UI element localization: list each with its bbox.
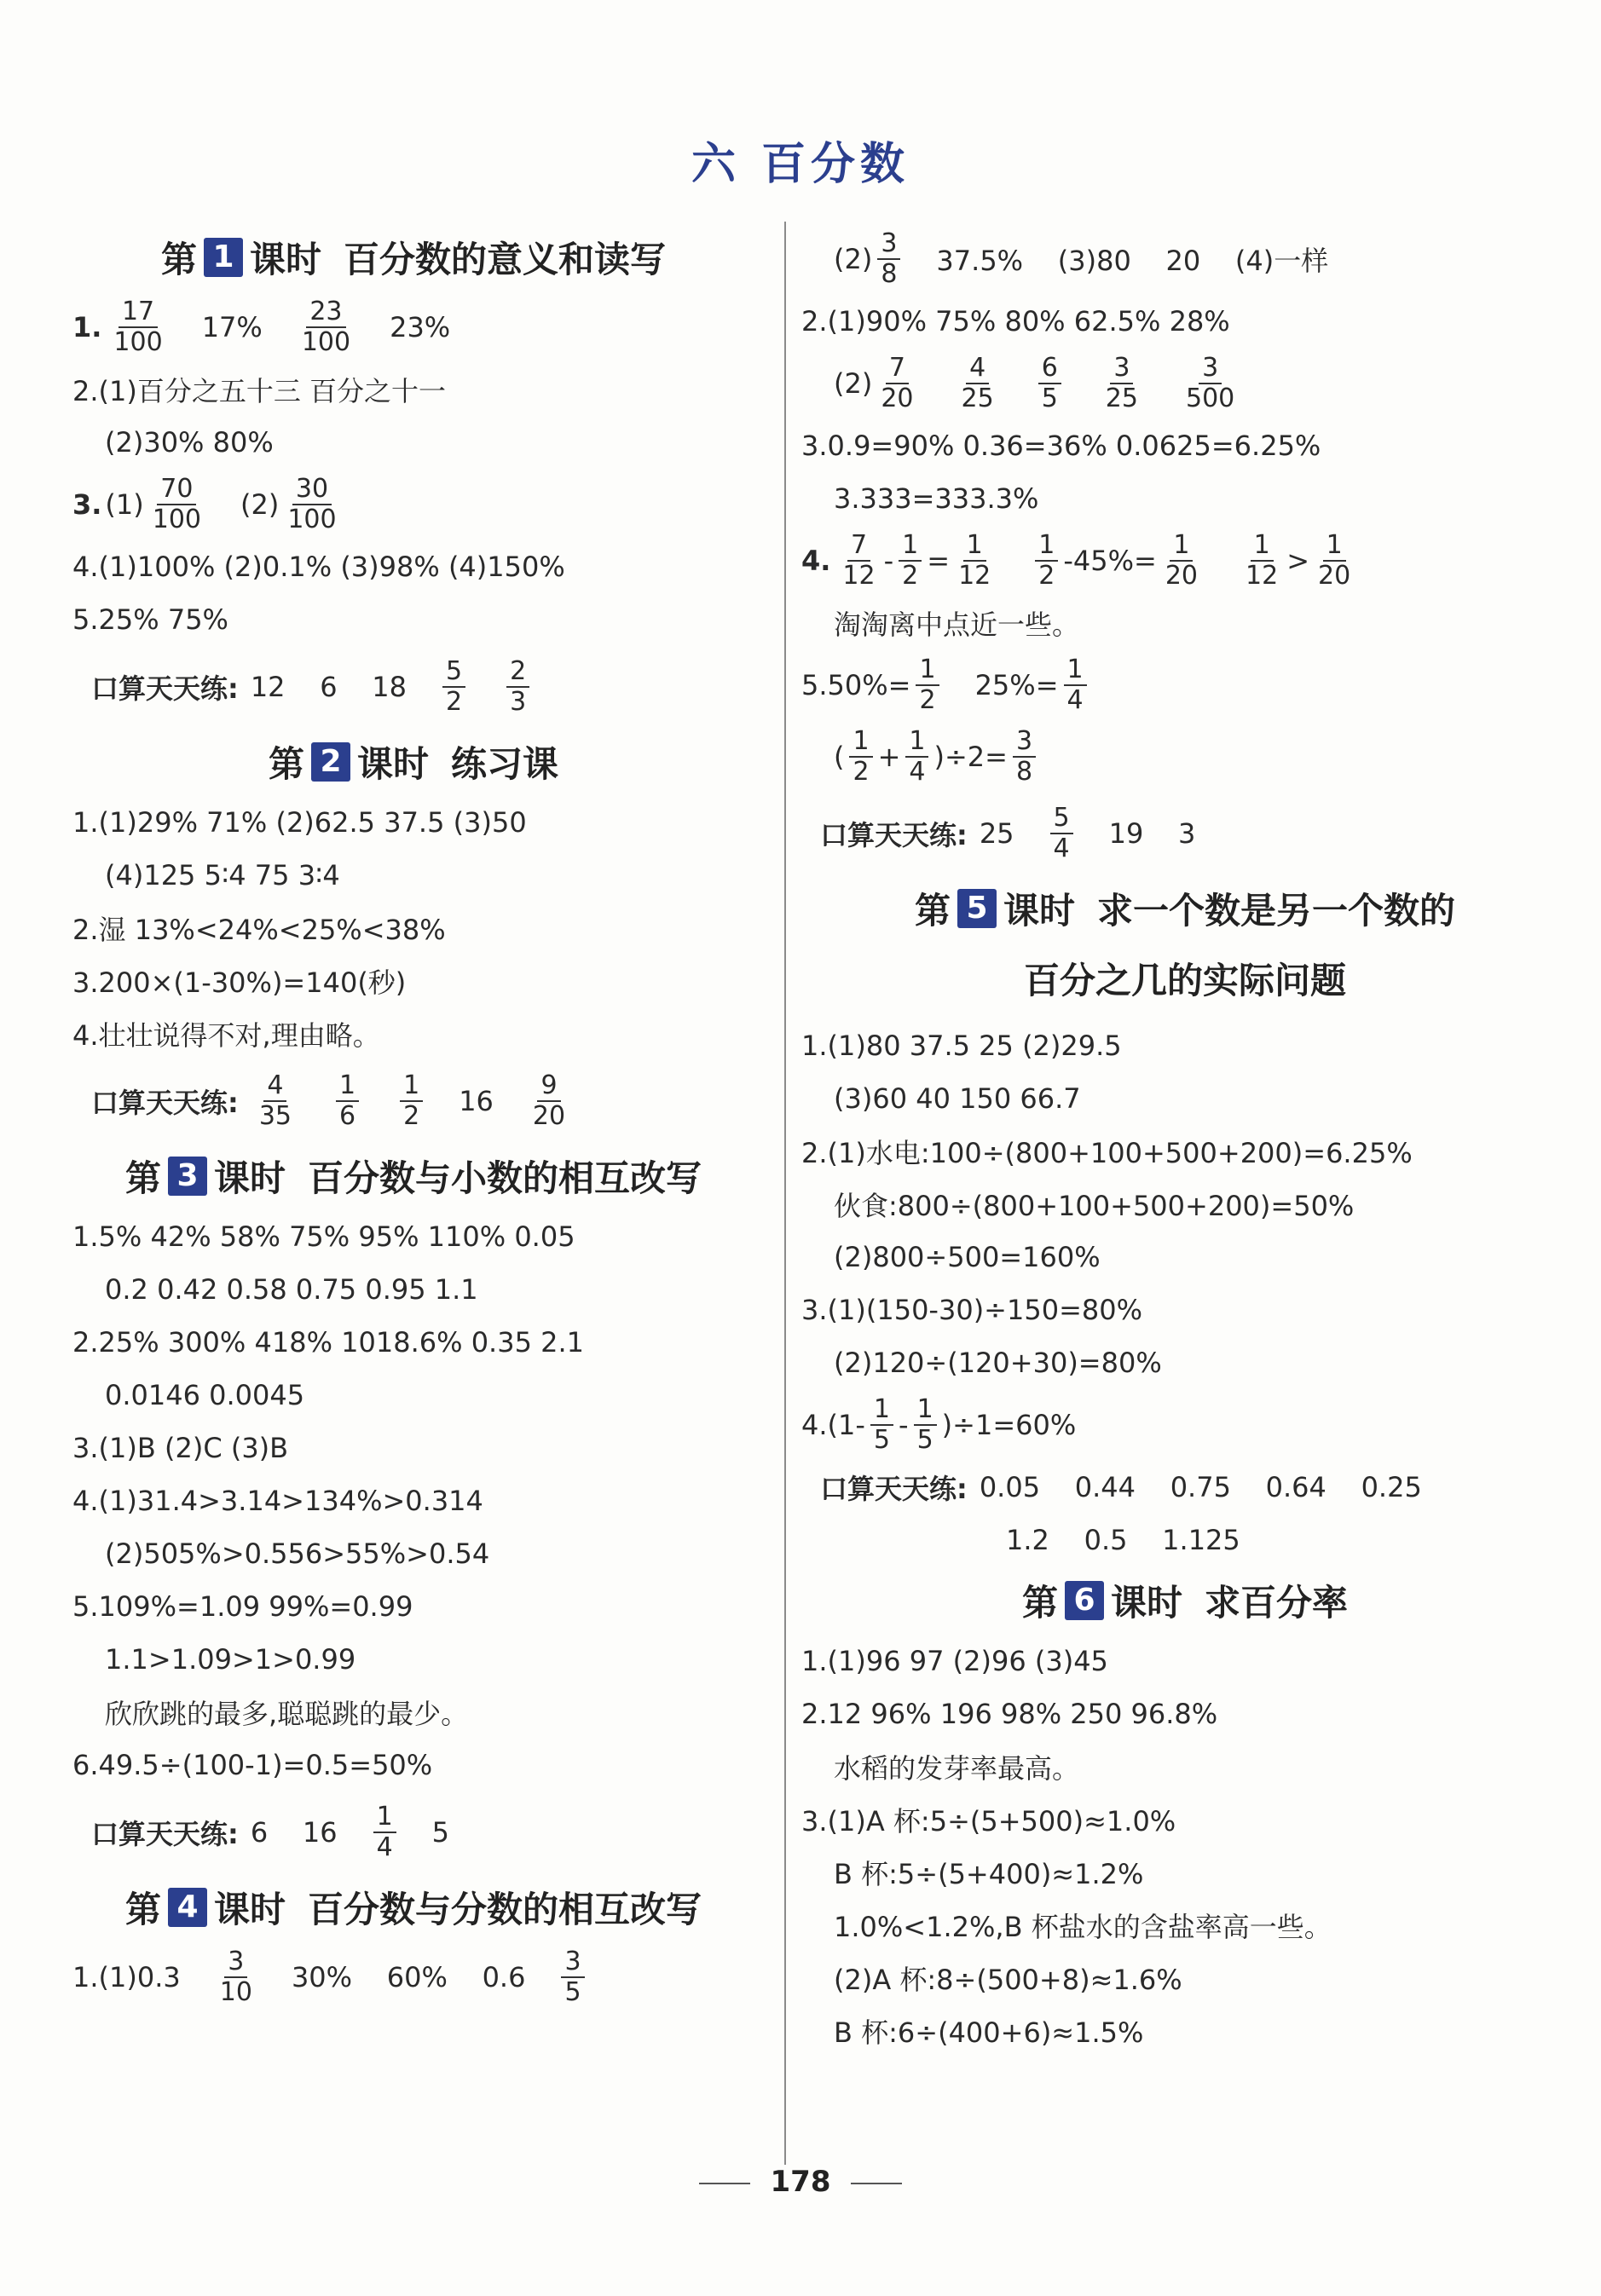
- answer-line: 2.(1)百分之五十三 百分之十一: [72, 375, 447, 407]
- answer-line: 3.333=333.3%: [834, 482, 1039, 515]
- oral-practice-cont: 1.2 0.5 1.125: [1006, 1524, 1240, 1556]
- answer-line: (2)A 杯:8÷(500+8)≈1.6%: [834, 1964, 1182, 1996]
- fraction: $\frac{1}{4}$: [905, 727, 928, 787]
- answer-line: 1.0%<1.2%,B 杯盐水的含盐率高一些。: [834, 1911, 1332, 1943]
- fraction: $\frac{1}{12}$: [1246, 529, 1279, 591]
- answer-line: (2)120÷(120+30)=80%: [834, 1347, 1162, 1379]
- lesson-number-badge: 3: [168, 1157, 207, 1196]
- lesson-3-heading: 第 3 课时 百分数与小数的相互改写: [124, 1157, 702, 1199]
- fraction: $\frac{1}{2}$: [899, 531, 922, 591]
- fraction: $\frac{1}{20}$: [1318, 529, 1351, 591]
- page-number: 178: [0, 2165, 1601, 2199]
- lesson-6-heading: 第 6 课时 求百分率: [1021, 1582, 1349, 1624]
- fraction: $\frac{9}{20}$: [532, 1070, 566, 1131]
- fraction: $\frac{5}{2}$: [442, 657, 465, 718]
- answer-line: 2.湿 13%<24%<25%<38%: [72, 914, 446, 946]
- left-column: [72, 223, 754, 2013]
- answer-line: 1.(1)0.3 $\frac{3}{10}$ 30% 60% 0.6 $\frac{3}{5}$: [72, 1941, 754, 2013]
- fraction: $\frac{3}{5}$: [561, 1947, 584, 2008]
- answer-line: 5.50%= $\frac{1}{2}$ 25%= $\frac{1}{4}$: [801, 649, 1569, 721]
- fraction: $\frac{4}{25}$: [961, 352, 994, 413]
- lesson-5-heading-cont: 百分之几的实际问题: [1023, 960, 1346, 1001]
- fraction: $\frac{1}{2}$: [849, 727, 872, 787]
- page-number-dash: [699, 2183, 750, 2184]
- fraction: $\frac{1}{20}$: [1165, 529, 1199, 591]
- answer-line: 2.25% 300% 418% 1018.6% 0.35 2.1: [72, 1326, 584, 1359]
- answer-line: 0.0146 0.0045: [105, 1379, 305, 1411]
- answer-line: 淘淘离中点近一些。: [834, 609, 1080, 641]
- fraction: $\frac{1}{4}$: [373, 1803, 396, 1863]
- answer-line: 3.(1)A 杯:5÷(5+500)≈1.0%: [801, 1805, 1176, 1837]
- fraction: $\frac{3}{8}$: [877, 229, 900, 290]
- fraction: $\frac{1}{5}$: [914, 1395, 937, 1456]
- fraction: $\frac{7}{20}$: [881, 352, 914, 413]
- answer-line: 1. $\frac{17}{100}$ 17% $\frac{23}{100}$ 23%: [72, 296, 451, 357]
- fraction: $\frac{6}{5}$: [1038, 354, 1061, 414]
- answer-line: (2)505%>0.556>55%>0.54: [105, 1537, 490, 1570]
- fraction: $\frac{1}{4}$: [1064, 655, 1087, 716]
- answer-line: 1.(1)80 37.5 25 (2)29.5: [801, 1030, 1122, 1062]
- fraction: $\frac{30}{100}$: [287, 473, 337, 534]
- answer-line: B 杯:6÷(400+6)≈1.5%: [834, 2016, 1144, 2049]
- lesson-number-badge: 1: [204, 238, 243, 277]
- fraction: $\frac{1}{5}$: [870, 1395, 893, 1456]
- answer-line: (4)125 5∶4 75 3∶4: [105, 859, 340, 891]
- lesson-2-heading: 第 2 课时 练习课: [268, 743, 559, 785]
- chapter-title: 六 百分数: [691, 138, 910, 190]
- answer-line: 3.(1)(150-30)÷150=80%: [801, 1294, 1142, 1326]
- lesson-5-heading: 第 5 课时 求一个数是另一个数的: [914, 890, 1456, 932]
- answer-line: 4.(1)31.4>3.14>134%>0.314: [72, 1485, 483, 1517]
- fraction: $\frac{1}{2}$: [400, 1071, 423, 1132]
- fraction: $\frac{3}{10}$: [219, 1946, 252, 2007]
- answer-line: 4.(1)100% (2)0.1% (3)98% (4)150%: [72, 551, 565, 583]
- fraction: $\frac{1}{6}$: [336, 1071, 359, 1132]
- fraction: $\frac{1}{12}$: [958, 529, 991, 591]
- answer-line: 1.(1)29% 71% (2)62.5 37.5 (3)50: [72, 806, 527, 839]
- answer-line: 2.12 96% 196 98% 250 96.8%: [801, 1698, 1218, 1730]
- fraction: $\frac{1}{2}$: [916, 655, 939, 716]
- answer-line: 4.壮壮说得不对,理由略。: [72, 1019, 380, 1052]
- answer-line: 4.(1- $\frac{1}{5}$ - $\frac{1}{5}$ )÷1=60%: [801, 1393, 1077, 1455]
- answer-line: 伙食:800÷(800+100+500+200)=50%: [834, 1190, 1355, 1222]
- answer-line: (2)30% 80%: [105, 426, 274, 459]
- answer-line: ( $\frac{1}{2}$ + $\frac{1}{4}$ )÷2= $\frac{3}{8}$: [801, 721, 1569, 793]
- lesson-number-badge: 5: [957, 889, 997, 928]
- fraction: $\frac{4}{35}$: [258, 1070, 292, 1131]
- answer-line: 5.25% 75%: [72, 603, 228, 636]
- fraction: $\frac{17}{100}$: [113, 296, 163, 357]
- answer-line: 2.(1)90% 75% 80% 62.5% 28%: [801, 305, 1230, 337]
- answer-line: 2.(1)水电:100÷(800+100+500+200)=6.25%: [801, 1137, 1413, 1169]
- fraction: $\frac{70}{100}$: [152, 473, 202, 534]
- answer-line: 3. (1) $\frac{70}{100}$ (2) $\frac{30}{100}$: [72, 469, 754, 540]
- answer-line: 3.(1)B (2)C (3)B: [72, 1432, 289, 1464]
- answer-line: 4. $\frac{7}{12}$ - $\frac{1}{2}$ = $\frac{1}{12}$ $\frac{1}{2}$ -45%= $\frac{1}{20}$ $\frac{1}{12}$ > $\frac{1}{20}$: [801, 525, 1569, 597]
- page-number-dash: [851, 2183, 902, 2184]
- fraction: $\frac{3}{8}$: [1013, 727, 1036, 787]
- fraction: $\frac{23}{100}$: [301, 296, 351, 357]
- fraction: $\frac{1}{2}$: [1035, 531, 1058, 591]
- answer-line: 0.2 0.42 0.58 0.75 0.95 1.1: [105, 1273, 478, 1306]
- answer-line: 3.0.9=90% 0.36=36% 0.0625=6.25%: [801, 430, 1321, 462]
- answer-line: 水稻的发芽率最高。: [834, 1752, 1080, 1785]
- right-column: [801, 223, 1569, 2057]
- answer-line: 1.5% 42% 58% 75% 95% 110% 0.05: [72, 1220, 575, 1253]
- answer-line: 欣欣跳的最多,聪聪跳的最少。: [105, 1698, 469, 1730]
- lesson-1-heading: 第 1 课时 百分数的意义和读写: [160, 239, 667, 280]
- answer-line: 1.(1)96 97 (2)96 (3)45: [801, 1645, 1108, 1677]
- lesson-number-badge: 2: [311, 742, 350, 782]
- fraction: $\frac{3}{500}$: [1185, 352, 1235, 413]
- lesson-number-badge: 4: [168, 1888, 207, 1927]
- answer-line: (2) $\frac{3}{8}$ 37.5% (3)80 20 (4)一样: [834, 228, 1329, 289]
- column-divider: [784, 222, 786, 2165]
- oral-practice: 口算天天练: 0.05 0.44 0.75 0.64 0.25: [820, 1471, 1422, 1505]
- answer-line: 3.200×(1-30%)=140(秒): [72, 966, 407, 999]
- oral-practice: 口算天天练: $\frac{4}{35}$ $\frac{1}{6}$ $\frac{1}{2}$ 16 $\frac{9}{20}$: [72, 1060, 754, 1142]
- answer-line: (2)800÷500=160%: [834, 1241, 1101, 1273]
- answer-line: 6.49.5÷(100-1)=0.5=50%: [72, 1749, 433, 1781]
- fraction: $\frac{2}{3}$: [506, 657, 529, 718]
- lesson-4-heading: 第 4 课时 百分数与分数的相互改写: [124, 1889, 702, 1930]
- answer-line: (2) $\frac{7}{20}$ $\frac{4}{25}$ $\frac{6}{5}$ $\frac{3}{25}$ $\frac{3}{500}$: [801, 348, 1569, 419]
- oral-practice: 口算天天练: 25 $\frac{5}{4}$ 19 3: [820, 802, 1196, 863]
- fraction: $\frac{5}{4}$: [1050, 804, 1073, 864]
- fraction: $\frac{3}{25}$: [1105, 352, 1138, 413]
- lesson-number-badge: 6: [1065, 1581, 1104, 1620]
- answer-line: 1.1>1.09>1>0.99: [105, 1643, 356, 1676]
- oral-practice: 口算天天练: 12 6 18 $\frac{5}{2}$ $\frac{2}{3}$: [72, 646, 754, 728]
- oral-practice: 口算天天练: 6 16 $\frac{1}{4}$ 5: [91, 1801, 450, 1862]
- fraction: $\frac{7}{12}$: [842, 529, 876, 591]
- answer-line: (3)60 40 150 66.7: [834, 1082, 1081, 1115]
- answer-line: 5.109%=1.09 99%=0.99: [72, 1590, 413, 1623]
- answer-line: B 杯:5÷(5+400)≈1.2%: [834, 1858, 1144, 1890]
